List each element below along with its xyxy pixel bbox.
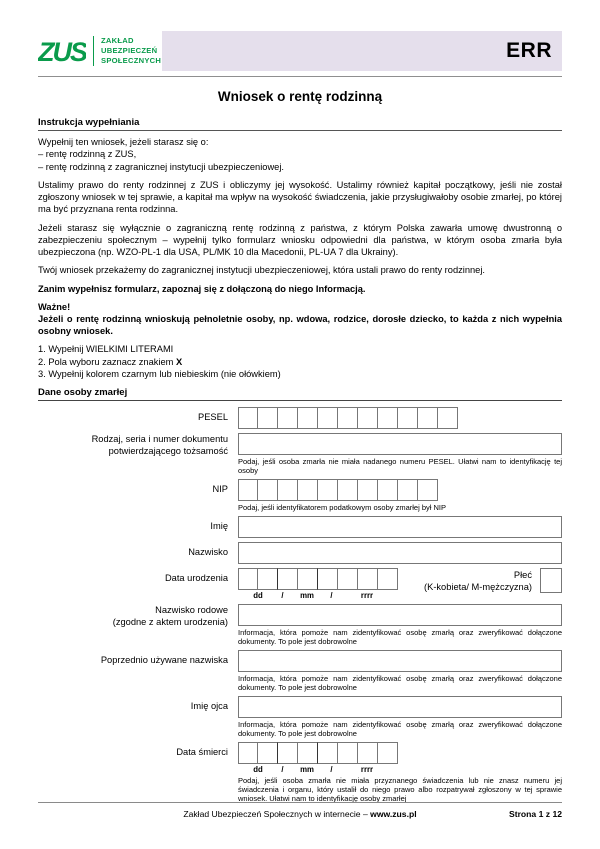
char-box[interactable] [258, 742, 278, 764]
char-box[interactable] [358, 407, 378, 429]
char-box[interactable] [438, 407, 458, 429]
death-date-label: Data śmierci [176, 747, 228, 758]
instructions-intro: Wypełnij ten wniosek, jeżeli starasz się o: [38, 137, 209, 147]
header-rule [38, 76, 562, 77]
hint-rrrr: rrrr [360, 591, 374, 601]
char-box[interactable] [398, 479, 418, 501]
first-name-label: Imię [210, 521, 228, 532]
document-label-line: Rodzaj, seria i numer dokumentu [91, 434, 228, 445]
char-box[interactable] [358, 568, 378, 590]
field-row-birth-date [38, 568, 562, 600]
field-row-father-name [38, 696, 562, 738]
death-date-note: Podaj, jeśli osoba zmarła nie miała przyznanego świadczenia lub nie znasz numeru jej świadczenia i organu, który ustalił do niego prawo albo rozpatrywał zgłoszony w tej sprawie wniosek. Ułatwi nam to identyfikację osoby zmarłej [238, 776, 562, 804]
char-box[interactable] [418, 479, 438, 501]
pesel-boxes [238, 407, 562, 429]
hint-dd: dd [253, 765, 263, 775]
maiden-name-note: Informacja, która pomoże nam zidentyfikować osobę zmarłą oraz zweryfikować dołączone dokumenty. To pole jest dobrowolne [238, 628, 562, 647]
hint-slash: / [281, 591, 284, 601]
page-number: Strona 1 z 12 [508, 809, 562, 819]
footer-website: www.zus.pl [370, 809, 417, 819]
char-box[interactable] [338, 407, 358, 429]
char-box[interactable] [238, 568, 258, 590]
field-row-first-name [38, 516, 562, 538]
logo-divider [93, 36, 94, 66]
char-box[interactable] [318, 568, 338, 590]
char-box[interactable] [378, 407, 398, 429]
first-name-input[interactable] [238, 516, 562, 538]
document-label-line: potwierdzającego tożsamość [108, 445, 228, 456]
maiden-name-label-line: (zgodne z aktem urodzenia) [112, 616, 228, 627]
char-box[interactable] [238, 479, 258, 501]
instructions-paragraph-bold: Zanim wypełnisz formularz, zapoznaj się z dołączoną do niego Informacją. [38, 283, 366, 294]
pesel-label: PESEL [198, 412, 228, 423]
birth-date-label: Data urodzenia [164, 573, 228, 584]
last-name-label: Nazwisko [188, 547, 228, 558]
hint-dd: dd [253, 591, 263, 601]
hint-rrrr: rrrr [360, 765, 374, 775]
bullet-item: – rentę rodzinną z ZUS, [38, 149, 137, 160]
field-row-nip [38, 479, 562, 512]
char-box[interactable] [378, 568, 398, 590]
maiden-name-label-line: Nazwisko rodowe [155, 605, 228, 616]
instruction-step [38, 343, 562, 356]
char-box[interactable] [318, 407, 338, 429]
step-text: 2. Pola wyboru zaznacz znakiem [38, 356, 176, 367]
father-name-label: Imię ojca [190, 701, 228, 712]
org-name [101, 36, 161, 66]
instruction-step [38, 356, 562, 369]
maiden-name-input[interactable] [238, 604, 562, 626]
instructions-paragraph: Jeżeli starasz się wyłącznie o zagraniczną rentę rodzinną z państwa, z którym Polska zawarła umowę dwustronną o zabezpieczeniu społecznym – wypełnij tylko formularz wniosku odpowiedni dla państwa, w którym osoba zmarła była ubezpieczona (np. WZO-PL-1 dla USA, PL/MK 10 dla Macedonii, PL-UA 7 dla Ukrainy). [38, 222, 562, 258]
nip-note: Podaj, jeśli identyfikatorem podatkowym osoby zmarłej był NIP [238, 503, 447, 513]
field-row-previous-names [38, 650, 562, 692]
hint-slash: / [330, 765, 333, 775]
step-bold: X [175, 356, 183, 367]
field-row-death-date [38, 742, 562, 803]
important-body: Jeżeli o rentę rodzinną wnioskują pełnoletnie osoby, np. wdowa, rodzice, dorosłe dziecko, to każda z nich wypełnia osobny wniosek. [38, 314, 562, 337]
birth-date-hint [238, 591, 398, 600]
field-row-last-name [38, 542, 562, 564]
char-box[interactable] [358, 742, 378, 764]
char-box[interactable] [298, 742, 318, 764]
char-box[interactable] [358, 479, 378, 501]
instruction-step [38, 368, 562, 381]
char-box[interactable] [318, 479, 338, 501]
document-label [38, 433, 238, 475]
previous-names-note: Informacja, która pomoże nam zidentyfikować osobę zmarłą oraz zweryfikować dołączone dokumenty. To pole jest dobrowolne [238, 674, 562, 693]
hint-mm: mm [300, 765, 314, 775]
zus-logo [38, 31, 162, 71]
father-name-input[interactable] [238, 696, 562, 718]
char-box[interactable] [278, 407, 298, 429]
birth-date-boxes [238, 568, 398, 590]
bullet-item: – rentę rodzinną z zagranicznej instytucji ubezpieczeniowej. [38, 161, 284, 172]
sex-checkbox[interactable] [540, 568, 562, 593]
char-box[interactable] [418, 407, 438, 429]
death-date-boxes [238, 742, 562, 764]
section-heading-deceased: Dane osoby zmarłej [38, 387, 562, 401]
hint-mm: mm [300, 591, 314, 601]
maiden-name-label [38, 604, 238, 646]
zus-logo-icon [38, 35, 86, 67]
nip-label: NIP [212, 484, 228, 495]
header [38, 31, 562, 71]
char-box[interactable] [318, 742, 338, 764]
char-box[interactable] [338, 742, 358, 764]
sex-label-line: Płeć [513, 570, 532, 581]
char-box[interactable] [278, 568, 298, 590]
step-text: 3. Wypełnij kolorem czarnym lub niebieskim (nie ołówkiem) [38, 369, 281, 380]
step-text: 1. Wypełnij WIELKIMI LITERAMI [38, 343, 174, 354]
char-box[interactable] [278, 742, 298, 764]
char-box[interactable] [238, 407, 258, 429]
char-box[interactable] [338, 568, 358, 590]
char-box[interactable] [238, 742, 258, 764]
footer [38, 802, 562, 819]
sex-label [424, 568, 532, 593]
char-box[interactable] [398, 407, 418, 429]
form-code-band [162, 31, 562, 71]
page-title: Wniosek o rentę rodzinną [217, 89, 383, 104]
footer-rule [38, 802, 562, 803]
footer-text: Zakład Ubezpieczeń Społecznych w internecie – [183, 809, 371, 819]
char-box[interactable] [278, 479, 298, 501]
previous-names-label: Poprzednio używane nazwiska [100, 655, 228, 666]
document-note: Podaj, jeśli osoba zmarła nie miała nadanego numeru PESEL. Ułatwi nam to identyfikację tej osoby [238, 457, 562, 476]
char-box[interactable] [298, 407, 318, 429]
char-box[interactable] [378, 479, 398, 501]
char-box[interactable] [378, 742, 398, 764]
death-date-hint [238, 765, 562, 774]
hint-slash: / [330, 591, 333, 601]
char-box[interactable] [258, 407, 278, 429]
hint-slash: / [281, 765, 284, 775]
org-line: ZAKŁAD [101, 36, 134, 46]
previous-names-input[interactable] [238, 650, 562, 672]
father-name-note: Informacja, która pomoże nam zidentyfikować osobę zmarłą oraz zweryfikować dołączone dokumenty. To pole jest dobrowolne [238, 720, 562, 739]
form-code: ERR [506, 39, 552, 62]
char-box[interactable] [258, 479, 278, 501]
instructions-paragraph: Twój wniosek przekażemy do zagranicznej instytucji ubezpieczeniowej, która ustali prawo do renty rodzinnej. [38, 265, 485, 276]
instructions-heading: Instrukcja wypełniania [38, 117, 562, 131]
char-box[interactable] [338, 479, 358, 501]
char-box[interactable] [298, 568, 318, 590]
zus-logo-text: ZUS [38, 37, 86, 67]
birth-date-field [238, 568, 398, 600]
document-input[interactable] [238, 433, 562, 455]
field-row-maiden-name [38, 604, 562, 646]
last-name-input[interactable] [238, 542, 562, 564]
important-title: Ważne! [38, 301, 71, 312]
org-line: UBEZPIECZEŃ [101, 46, 158, 56]
instructions-paragraph: Ustalimy prawo do renty rodzinnej z ZUS i obliczymy jej wysokość. Ustalimy również kapitał początkowy, jeśli nie został zgłoszony wniosek w tej sprawie, a kapitał ma wpływ na wysokość świadczenia, jakie przysługiwałoby osobie zmarłej, po której ma być przyznana renta rodzinna. [38, 179, 562, 215]
char-box[interactable] [298, 479, 318, 501]
char-box[interactable] [258, 568, 278, 590]
sex-label-line: (K-kobieta/ M-mężczyzna) [424, 582, 532, 593]
field-row-document [38, 433, 562, 475]
nip-boxes [238, 479, 562, 501]
org-line: SPOŁECZNYCH [101, 55, 162, 65]
field-row-pesel [38, 407, 562, 429]
sex-field [424, 568, 562, 600]
instruction-steps [38, 343, 562, 381]
